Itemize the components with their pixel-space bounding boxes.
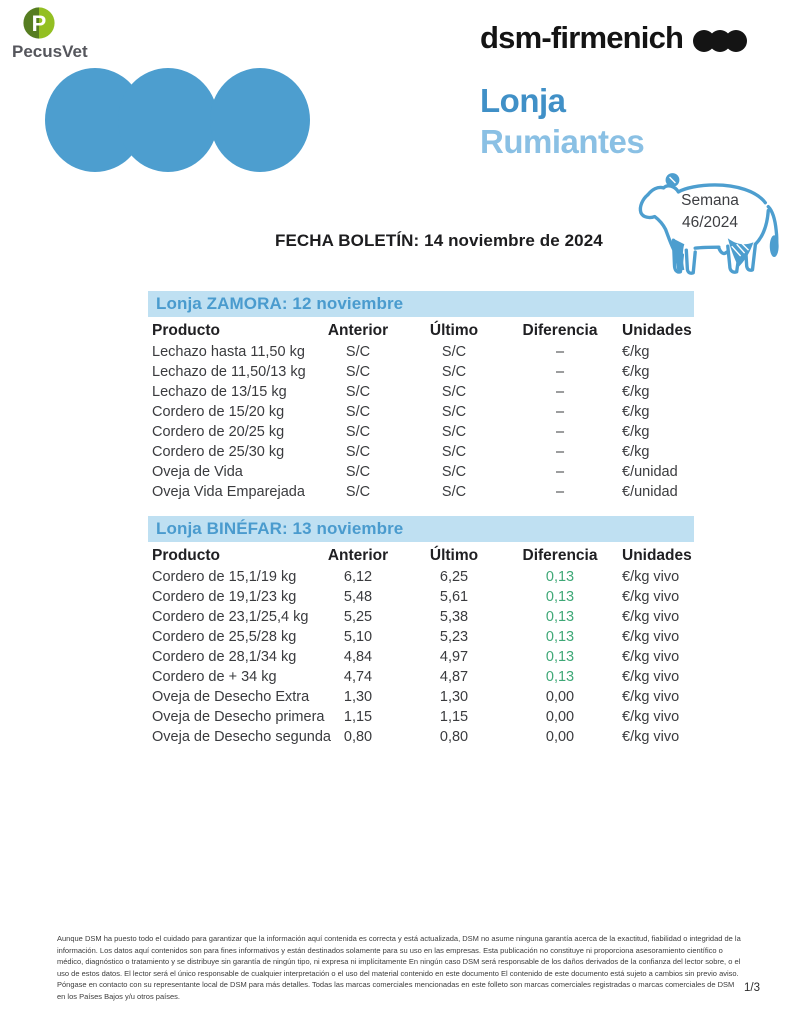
cell-anterior: S/C — [345, 484, 371, 500]
table-body — [148, 567, 694, 747]
table-row — [148, 567, 694, 587]
pecusvet-logo-icon — [22, 6, 56, 40]
week-label: Semana — [681, 192, 739, 209]
cell-unidades: €/kg — [622, 364, 650, 380]
cell-unidades: €/kg — [622, 404, 650, 420]
table-row — [148, 462, 694, 482]
cell-unidades: €/kg vivo — [622, 689, 680, 705]
table-header-row — [148, 545, 694, 567]
cell-anterior: S/C — [345, 464, 371, 480]
cell-diferencia: – — [555, 404, 565, 420]
cell-anterior: 5,25 — [343, 609, 373, 625]
cell-ultimo: S/C — [441, 384, 467, 400]
cell-diferencia: – — [555, 444, 565, 460]
legal-disclaimer: Aunque DSM ha puesto todo el cuidado para garantizar que la información aquí contenida es correcta y está actualizada, DSM no asume ninguna garantía acerca de la exactitud, fiabilidad o integridad de la información. Los datos aquí contenidos son para fines informativos y están destinados solamente para su uso en las empresas. Esta publicación no constituye ni proporciona asesoramiento científico o médico, diagnóstico o tratamiento y se distribuye sin garantía de ningún tipo, ni expresa ni implícitamente En ningún caso DSM será responsable de los daños derivados de la confianza del lector sobre, o el uso de estos datos. El lector será el único responsable de cualquier interpretación o el uso del material contenido en este documento El contenido de este documento está sujeto a cambios sin previo aviso. Póngase en contacto con su representante local de DSM para más detalles. Todas las marcas comerciales mencionadas en este folleto son marcas comerciales registradas o marcas comerciales de DSM en los Países Bajos y/u otros países. — [57, 934, 741, 1001]
cell-anterior: S/C — [345, 384, 371, 400]
cell-ultimo: S/C — [441, 404, 467, 420]
cell-diferencia: 0,00 — [545, 709, 575, 725]
bulletin-date: FECHA BOLETÍN: 14 noviembre de 2024 — [275, 231, 603, 250]
document-title — [480, 80, 644, 162]
cell-producto: Oveja de Vida — [152, 464, 243, 480]
cell-diferencia: 0,13 — [545, 629, 575, 645]
cell-producto: Cordero de 25/30 kg — [152, 444, 285, 460]
cell-diferencia: 0,13 — [545, 609, 575, 625]
cell-ultimo: S/C — [441, 424, 467, 440]
cell-diferencia: – — [555, 364, 565, 380]
cell-unidades: €/kg vivo — [622, 649, 680, 665]
table-row — [148, 422, 694, 442]
cell-producto: Oveja Vida Emparejada — [152, 484, 305, 500]
dsm-firmenich-wordmark: dsm-firmenich — [480, 20, 684, 55]
cell-unidades: €/kg vivo — [622, 729, 680, 745]
table-row — [148, 687, 694, 707]
cell-producto: Cordero de 19,1/23 kg — [152, 589, 297, 605]
cell-anterior: S/C — [345, 344, 371, 360]
cell-diferencia: 0,13 — [545, 669, 575, 685]
dsm-firmenich-logo — [480, 20, 747, 56]
decorative-blue-circle — [210, 68, 310, 172]
cell-unidades: €/kg vivo — [622, 669, 680, 685]
cell-unidades: €/kg vivo — [622, 569, 680, 585]
table-title: Lonja ZAMORA: 12 noviembre — [148, 291, 694, 317]
cell-ultimo: 1,30 — [439, 689, 469, 705]
cell-diferencia: 0,13 — [545, 589, 575, 605]
cell-ultimo: 1,15 — [439, 709, 469, 725]
table-row — [148, 442, 694, 462]
table-row — [148, 627, 694, 647]
column-header-anterior: Anterior — [327, 547, 389, 564]
cell-anterior: 6,12 — [343, 569, 373, 585]
cell-diferencia: 0,13 — [545, 649, 575, 665]
column-header-anterior: Anterior — [327, 322, 389, 339]
title-line-2: Rumiantes — [480, 123, 645, 160]
cell-producto: Cordero de 20/25 kg — [152, 424, 285, 440]
cell-unidades: €/kg — [622, 444, 650, 460]
table-row — [148, 402, 694, 422]
cell-unidades: €/kg vivo — [622, 589, 680, 605]
cell-ultimo: 4,87 — [439, 669, 469, 685]
cell-ultimo: 4,97 — [439, 649, 469, 665]
cell-ultimo: S/C — [441, 344, 467, 360]
cell-diferencia: – — [555, 344, 565, 360]
week-value: 46/2024 — [681, 214, 739, 231]
cell-producto: Cordero de 15/20 kg — [152, 404, 285, 420]
cell-anterior: S/C — [345, 404, 371, 420]
cell-producto: Cordero de 15,1/19 kg — [152, 569, 297, 585]
table-row — [148, 707, 694, 727]
cell-producto: Oveja de Desecho primera — [152, 709, 325, 725]
cell-anterior: 5,48 — [343, 589, 373, 605]
cell-ultimo: S/C — [441, 444, 467, 460]
cell-anterior: S/C — [345, 444, 371, 460]
cell-diferencia: 0,00 — [545, 689, 575, 705]
cell-ultimo: 5,38 — [439, 609, 469, 625]
table-row — [148, 667, 694, 687]
cell-unidades: €/kg — [622, 424, 650, 440]
table-body — [148, 342, 694, 502]
table-row — [148, 362, 694, 382]
week-badge — [655, 190, 765, 234]
column-header-producto: Producto — [152, 547, 221, 564]
cell-unidades: €/kg — [622, 384, 650, 400]
cell-ultimo: 5,61 — [439, 589, 469, 605]
table-row — [148, 647, 694, 667]
table-row — [148, 587, 694, 607]
cell-diferencia: – — [555, 464, 565, 480]
cell-unidades: €/kg vivo — [622, 629, 680, 645]
cell-diferencia: – — [555, 424, 565, 440]
cell-ultimo: 6,25 — [439, 569, 469, 585]
title-line-1: Lonja — [480, 82, 566, 119]
column-header-diferencia: Diferencia — [522, 322, 598, 339]
cell-unidades: €/unidad — [622, 464, 678, 480]
cell-unidades: €/kg vivo — [622, 609, 680, 625]
cell-producto: Cordero de 23,1/25,4 kg — [152, 609, 309, 625]
pecusvet-logo — [12, 6, 104, 62]
table-header-row — [148, 320, 694, 342]
cell-ultimo: S/C — [441, 464, 467, 480]
table-title: Lonja BINÉFAR: 13 noviembre — [148, 516, 694, 542]
cell-anterior: 4,74 — [343, 669, 373, 685]
cell-unidades: €/kg vivo — [622, 709, 680, 725]
table-row — [148, 482, 694, 502]
cell-ultimo: S/C — [441, 364, 467, 380]
table-row — [148, 727, 694, 747]
dsm-three-dots-icon — [693, 30, 747, 52]
column-header-ultimo: Último — [429, 322, 479, 339]
cell-diferencia: 0,00 — [545, 729, 575, 745]
cell-unidades: €/unidad — [622, 484, 678, 500]
cell-anterior: 4,84 — [343, 649, 373, 665]
cell-producto: Lechazo de 11,50/13 kg — [152, 364, 306, 380]
cell-producto: Oveja de Desecho Extra — [152, 689, 310, 705]
cell-producto: Cordero de 28,1/34 kg — [152, 649, 297, 665]
cell-diferencia: – — [555, 384, 565, 400]
table-row — [148, 607, 694, 627]
cell-producto: Lechazo hasta 11,50 kg — [152, 344, 305, 360]
cell-anterior: 1,15 — [343, 709, 373, 725]
svg-text:P: P — [31, 10, 47, 36]
cell-producto: Cordero de 25,5/28 kg — [152, 629, 297, 645]
pecusvet-wordmark: PecusVet — [12, 42, 88, 61]
cell-producto: Oveja de Desecho segunda — [152, 729, 331, 745]
cell-ultimo: S/C — [441, 484, 467, 500]
page-number: 1/3 — [744, 982, 760, 994]
cell-anterior: S/C — [345, 364, 371, 380]
cell-diferencia: – — [555, 484, 565, 500]
cell-ultimo: 5,23 — [439, 629, 469, 645]
cell-anterior: 0,80 — [343, 729, 373, 745]
column-header-diferencia: Diferencia — [522, 547, 598, 564]
column-header-unidades: Unidades — [622, 547, 692, 564]
column-header-ultimo: Último — [429, 547, 479, 564]
column-header-producto: Producto — [152, 322, 221, 339]
table-binefar — [148, 516, 694, 747]
table-row — [148, 342, 694, 362]
cell-diferencia: 0,13 — [545, 569, 575, 585]
cell-unidades: €/kg — [622, 344, 650, 360]
table-row — [148, 382, 694, 402]
column-header-unidades: Unidades — [622, 322, 692, 339]
cell-anterior: S/C — [345, 424, 371, 440]
cell-anterior: 5,10 — [343, 629, 373, 645]
cell-producto: Cordero de + 34 kg — [152, 669, 277, 685]
cell-ultimo: 0,80 — [439, 729, 469, 745]
cell-anterior: 1,30 — [343, 689, 373, 705]
cell-producto: Lechazo de 13/15 kg — [152, 384, 287, 400]
decorative-blue-circle — [118, 68, 218, 172]
table-zamora — [148, 291, 694, 502]
